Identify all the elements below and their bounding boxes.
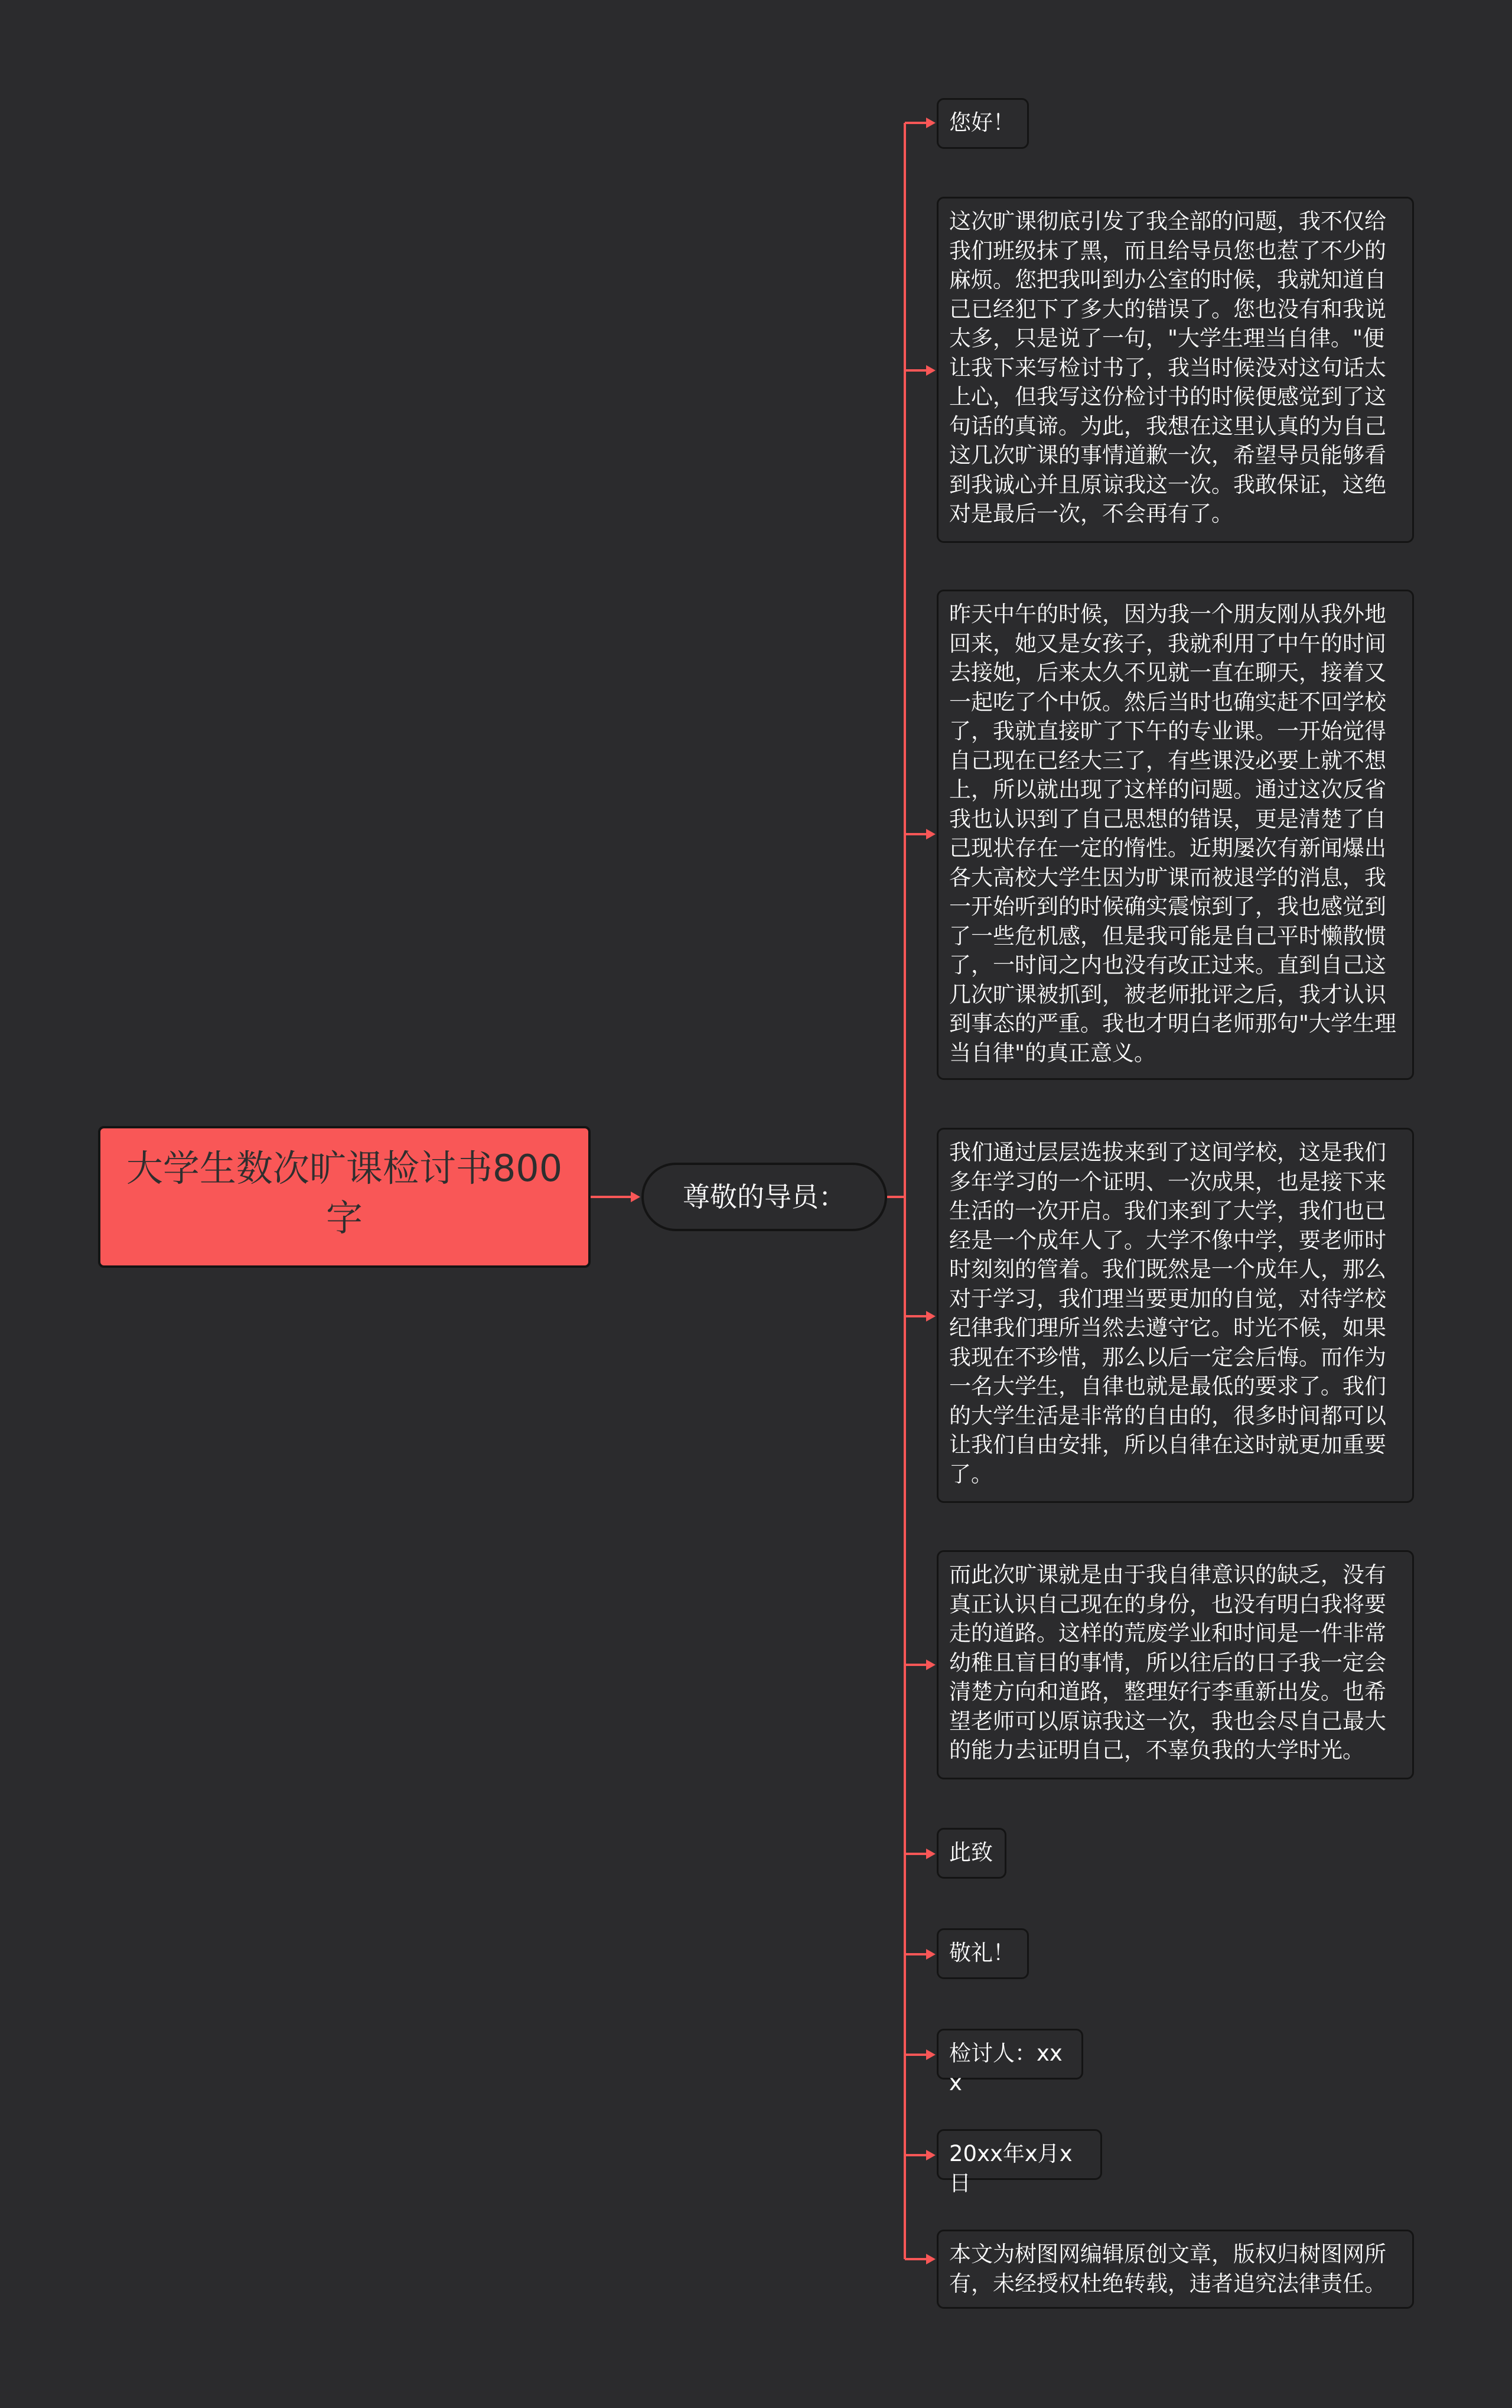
leaf-paragraph-4[interactable]: 而此次旷课就是由于我自律意识的缺乏，没有真正认识自己现在的身份，也没有明白我将要走的道路。这样的荒废学业和时间是一件非常幼稚且盲目的事情，所以往后的日子我一定会清楚方向和道路，整理好行李重新出发。也希望老师可以原谅我这一次，我也会尽自己最大的能力去证明自己，不辜负我的大学时光。 [937,1550,1414,1779]
leaf-paragraph-2[interactable]: 昨天中午的时候，因为我一个朋友刚从我外地回来，她又是女孩子，我就利用了中午的时间去接她，后来太久不见就一直在聊天，接着又一起吃了个中饭。然后当时也确实赶不回学校了，我就直接旷了下午的专业课。一开始觉得自己现在已经大三了，有些课没必要上就不想上，所以就出现了这样的问题。通过这次反省我也认识到了自己思想的错误，更是清楚了自己现状存在一定的惰性。近期屡次有新闻爆出各大高校大学生因为旷课而被退学的消息，我一开始听到的时候确实震惊到了，我也感觉到了一些危机感，但是我可能是自己平时懒散惯了，一时间之内也没有改正过来。直到自己这几次旷课被抓到，被老师批评之后，我才认识到事态的严重。我也才明白老师那句"大学生理当自律"的真正意义。 [937,590,1414,1080]
leaf-signer[interactable]: 检讨人：xxx [937,2029,1083,2080]
leaf-closing-cizhi[interactable]: 此致 [937,1828,1006,1879]
branch-topic-node[interactable]: 尊敬的导员： [641,1163,887,1231]
leaf-greeting[interactable]: 您好！ [937,98,1029,149]
root-topic-node[interactable]: 大学生数次旷课检讨书800字 [98,1126,591,1268]
leaf-date[interactable]: 20xx年x月x日 [937,2129,1102,2180]
leaf-paragraph-1[interactable]: 这次旷课彻底引发了我全部的问题，我不仅给我们班级抹了黑，而且给导员您也惹了不少的麻烦。您把我叫到办公室的时候，我就知道自己已经犯下了多大的错误了。您也没有和我说太多，只是说了一句，"大学生理当自律。"便让我下来写检讨书了，我当时候没对这句话太上心，但我写这份检讨书的时候便感觉到了这句话的真谛。为此，我想在这里认真的为自己这几次旷课的事情道歉一次，希望导员能够看到我诚心并且原谅我这一次。我敢保证，这绝对是最后一次，不会再有了。 [937,197,1414,543]
leaf-closing-jingli[interactable]: 敬礼！ [937,1928,1029,1979]
leaf-paragraph-3[interactable]: 我们通过层层选拔来到了这间学校，这是我们多年学习的一个证明、一次成果，也是接下来生活的一次开启。我们来到了大学，我们也已经是一个成年人了。大学不像中学，要老师时时刻刻的管着。我们既然是一个成年人，那么对于学习，我们理当要更加的自觉，对待学校纪律我们理所当然去遵守它。时光不候，如果我现在不珍惜，那么以后一定会后悔。而作为一名大学生，自律也就是最低的要求了。我们的大学生活是非常的自由的，很多时间都可以让我们自由安排，所以自律在这时就更加重要了。 [937,1128,1414,1503]
leaf-copyright-notice[interactable]: 本文为树图网编辑原创文章，版权归树图网所有，未经授权杜绝转载，违者追究法律责任。 [937,2230,1414,2309]
